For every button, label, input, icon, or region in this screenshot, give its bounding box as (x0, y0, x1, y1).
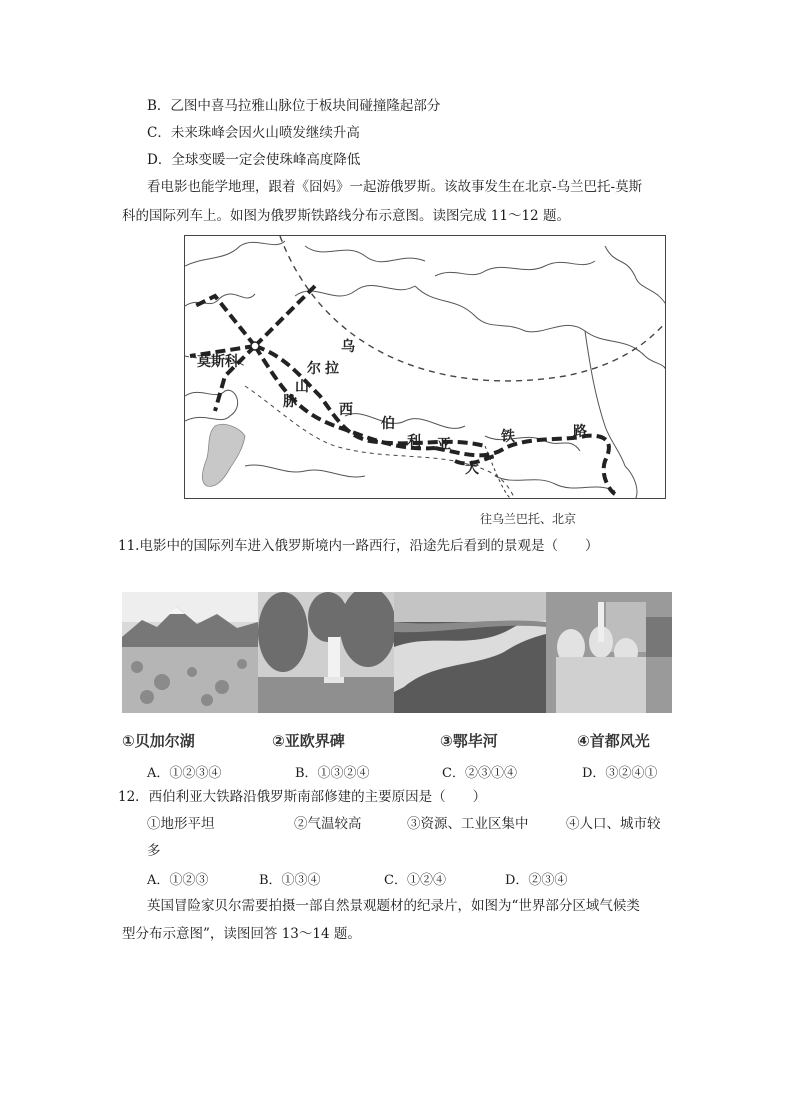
intro-line-1: 看电影也能学地理，跟着《囧妈》一起游俄罗斯。该故事发生在北京-乌兰巴托-莫斯 (147, 179, 643, 195)
map-label-rail-6: 铁 (501, 429, 515, 445)
map-label-rail-7: 路 (573, 424, 587, 440)
intro-line-2: 科的国际列车上。如图为俄罗斯铁路线分布示意图。读图完成 11～12 题。 (122, 208, 570, 224)
q12-choice-2: ②气温较高 (294, 816, 362, 832)
q12-option-a: A．①②③ (147, 873, 209, 888)
river-photo (394, 592, 546, 713)
photo-label-4: ④首都风光 (577, 732, 650, 750)
prev-option-d: D．全球变暖一定会使珠峰高度降低 (147, 152, 361, 168)
map-label-rail-1: 西 (339, 402, 353, 418)
q11-option-b: B．①③②④ (295, 766, 370, 781)
cathedral-photo (546, 592, 672, 713)
q11-option-d: D．③②④① (582, 766, 658, 781)
q12-choice-3: ③资源、工业区集中 (407, 816, 529, 832)
q12-option-d: D．②③④ (505, 873, 568, 888)
map-label-ural-2: 拉 (325, 361, 339, 377)
map-drawing (185, 236, 666, 499)
lake-mountain-photo (122, 592, 258, 713)
map-label-rail-4: 亚 (437, 437, 451, 453)
map-label-rail-5: 大 (465, 461, 479, 477)
photo-label-3: ③鄂毕河 (440, 732, 498, 750)
q12-option-c: C．①②④ (384, 873, 446, 888)
map-label-moscow: 莫斯科 (197, 354, 239, 370)
q12-stem: 12．西伯利亚大铁路沿俄罗斯南部修建的主要原因是（ ） (118, 789, 487, 805)
prev-option-b: B．乙图中喜马拉雅山脉位于板块间碰撞隆起部分 (147, 98, 441, 114)
next-intro-line-1: 英国冒险家贝尔需要拍摄一部自然景观题材的纪录片，如图为“世界部分区域气候类 (147, 898, 640, 914)
next-intro-line-2: 型分布示意图”，读图回答 13～14 题。 (122, 926, 361, 942)
map-label-ural-3: 尔 (307, 361, 321, 377)
russia-railway-map (184, 235, 666, 499)
q12-choice-1: ①地形平坦 (147, 816, 215, 832)
monument-photo (258, 592, 394, 713)
q12-option-b: B．①③④ (259, 873, 321, 888)
map-caption: 往乌兰巴托、北京 (480, 512, 577, 526)
q11-stem: 11.电影中的国际列车进入俄罗斯境内一路西行，沿途先后看到的景观是（ ） (118, 538, 599, 554)
map-label-ural-4: 山 (295, 379, 309, 395)
map-label-ural-1: 乌 (341, 339, 355, 355)
photo-label-2: ②亚欧界碑 (272, 732, 345, 750)
map-label-ural-5: 脉 (283, 394, 297, 410)
q11-option-c: C．②③①④ (442, 766, 517, 781)
q12-choice-wrap: 多 (147, 843, 161, 859)
prev-option-c: C．未来珠峰会因火山喷发继续升高 (147, 125, 360, 141)
map-label-rail-3: 利 (407, 434, 421, 450)
q11-option-a: A．①②③④ (147, 766, 222, 781)
photo-label-1: ①贝加尔湖 (122, 732, 195, 750)
map-label-rail-2: 伯 (381, 416, 395, 432)
q12-choice-4: ④人口、城市较 (566, 816, 661, 832)
